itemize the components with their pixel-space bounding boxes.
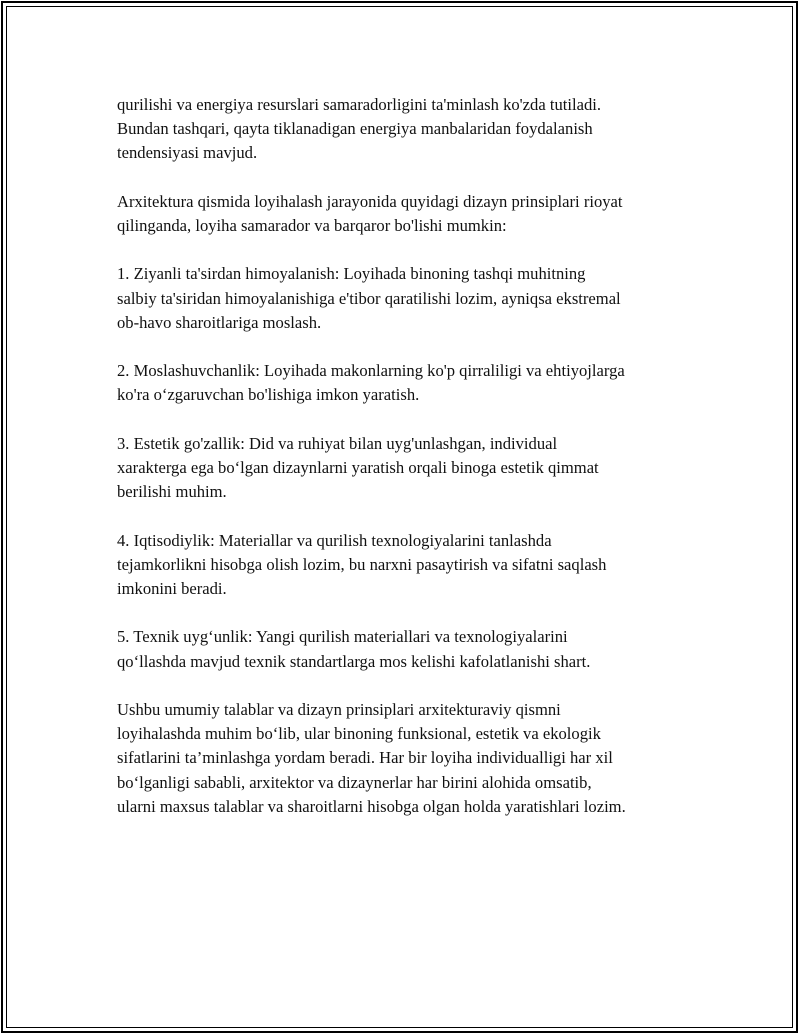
paragraph-item-3: 3. Estetik go'zallik: Did va ruhiyat bilan uyg'unlashgan, individual xarakterga ega bo‘lgan dizaynlarni yaratish orqali binoga estetik qimmat berilishi muhim.: [117, 433, 599, 502]
paragraph-conclusion: Ushbu umumiy talablar va dizayn prinsiplari arxitekturaviy qismni loyihalashda muhim bo‘lib, ular binoning funksional, estetik va ekologik sifatlarini ta’minlashga yordam beradi. Har bir loyiha individualligi har xil bo‘lganligi sababli, arxitektor va dizaynerlar har birini alohida omsatib, ularni maxsus talablar va sharoitlarni hisobga olgan holda yaratishlari lozim.: [117, 699, 626, 816]
paragraph-item-5: 5. Texnik uyg‘unlik: Yangi qurilish materiallari va texnologiyalarini qo‘llashda mavjud texnik standartlarga mos kelishi kafolatlanishi shart.: [117, 627, 591, 671]
paragraph-item-1: 1. Ziyanli ta'sirdan himoyalanish: Loyihada binoning tashqi muhitning salbiy ta'siridan himoyalanishiga e'tibor qaratilishi lozim, ayniqsa ekstremal ob-havo sharoitlariga moslash.: [117, 264, 621, 332]
paragraph-item-2: 2. Moslashuvchanlik: Loyihada makonlarning ko'p qirraliligi va ehtiyojlarga ko'ra o‘zgaruvchan bo'lishiga imkon yaratish.: [117, 361, 625, 405]
paragraph-item-4: 4. Iqtisodiylik: Materiallar va qurilish texnologiyalarini tanlashda tejamkorlikni hisobga olish lozim, bu narxni pasaytirish va sifatni saqlash imkonini beradi.: [117, 530, 607, 598]
document-body: [117, 93, 697, 843]
paragraph-design-principles: Arxitektura qismida loyihalash jarayonida quyidagi dizayn prinsiplari rioyat qilinganda, loyiha samarador va barqaror bo'lishi mumkin:: [117, 191, 623, 235]
paragraph-intro: qurilishi va energiya resurslari samaradorligini ta'minlash ko'zda tutiladi. Bundan tashqari, qayta tiklanadigan energiya manbalaridan foydalanish tendensiyasi mavjud.: [117, 95, 601, 163]
